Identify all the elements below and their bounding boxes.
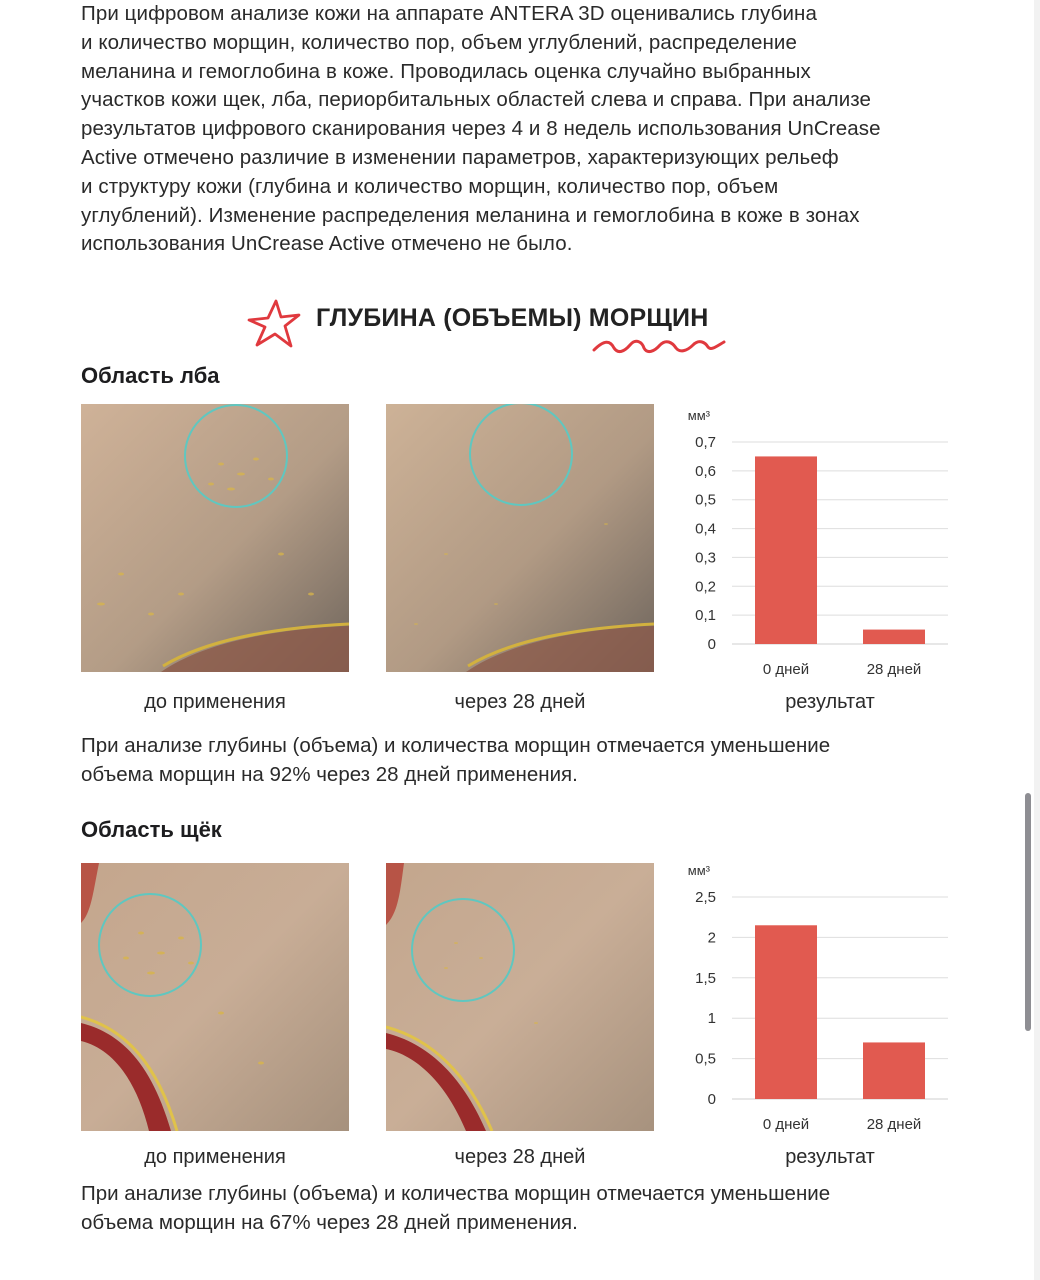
forehead-before-photo bbox=[81, 404, 349, 672]
section-heading bbox=[246, 296, 746, 360]
bar bbox=[863, 1042, 925, 1099]
x-tick-label: 0 дней bbox=[762, 661, 810, 678]
intro-line: При цифровом анализе кожи на аппарате ANTERA 3D оценивались глубина bbox=[81, 2, 817, 25]
y-tick-label: 0,5 bbox=[695, 1050, 716, 1068]
x-tick-label: 28 дней bbox=[866, 1116, 922, 1133]
bar bbox=[755, 925, 817, 1099]
intro-paragraph bbox=[81, 0, 961, 259]
intro-line: участков кожи щек, лба, периорбитальных областей слева и справа. При анализе bbox=[81, 88, 872, 112]
summary-line: объема морщин на 67% через 28 дней применения. bbox=[81, 1210, 578, 1234]
caption-after: через 28 дней bbox=[454, 1146, 586, 1168]
summary-line: При анализе глубины (объема) и количества морщин отмечается уменьшение bbox=[81, 734, 831, 757]
caption-result: результат bbox=[785, 691, 875, 713]
caption-result: результат bbox=[785, 1146, 875, 1168]
y-tick-label: 0,3 bbox=[695, 549, 716, 567]
section-title-forehead: Область лба bbox=[81, 363, 220, 388]
y-unit-label: мм³ bbox=[687, 408, 710, 423]
intro-line: и количество морщин, количество пор, объем углублений, распределение bbox=[81, 30, 797, 54]
x-tick-label: 0 дней bbox=[762, 1116, 810, 1133]
y-tick-label: 0,2 bbox=[695, 578, 716, 596]
scrollbar-thumb[interactable] bbox=[1025, 793, 1031, 1031]
intro-line: результатов цифрового сканирования через 4 и 8 недель использования UnCrease bbox=[81, 117, 881, 141]
forehead-summary bbox=[81, 732, 961, 789]
y-tick-label: 0,4 bbox=[695, 520, 716, 538]
summary-line: объема морщин на 92% через 28 дней применения. bbox=[81, 762, 578, 786]
y-tick-label: 0 bbox=[707, 636, 716, 653]
caption-after: через 28 дней bbox=[454, 691, 586, 713]
heading-title: ГЛУБИНА (ОБЪЕМЫ) МОРЩИН bbox=[316, 304, 709, 332]
intro-line: Active отмечено различие в изменении параметров, характеризующих рельеф bbox=[81, 145, 839, 169]
y-tick-label: 0 bbox=[707, 1091, 716, 1108]
squiggle-underline-icon bbox=[592, 336, 726, 356]
intro-line: и структуру кожи (глубина и количество морщин, количество пор, объем bbox=[81, 174, 779, 198]
summary-line: При анализе глубины (объема) и количества морщин отмечается уменьшение bbox=[81, 1182, 831, 1205]
y-tick-label: 1 bbox=[707, 1010, 716, 1028]
intro-line: меланина и гемоглобина в коже. Проводилась оценка случайно выбранных bbox=[81, 59, 811, 83]
x-tick-label: 28 дней bbox=[866, 661, 922, 678]
y-tick-label: 0,6 bbox=[695, 462, 716, 480]
intro-line: использования UnCrease Active отмечено не было. bbox=[81, 232, 573, 256]
bar bbox=[863, 630, 925, 644]
y-tick-label: 2 bbox=[707, 929, 716, 947]
cheeks-before-photo bbox=[81, 863, 349, 1131]
forehead-after-photo bbox=[386, 404, 654, 672]
y-tick-label: 0,1 bbox=[695, 607, 716, 625]
y-tick-label: 0,5 bbox=[695, 491, 716, 509]
y-unit-label: мм³ bbox=[687, 863, 710, 878]
y-tick-label: 1,5 bbox=[695, 969, 716, 987]
cheeks-after-photo bbox=[386, 863, 654, 1131]
star-icon bbox=[246, 298, 302, 350]
cheeks-summary bbox=[81, 1180, 961, 1237]
caption-before: до применения bbox=[144, 691, 286, 713]
caption-before: до применения bbox=[144, 1146, 286, 1168]
y-tick-label: 2,5 bbox=[695, 889, 716, 906]
forehead-volume-chart bbox=[676, 400, 956, 690]
cheeks-volume-chart bbox=[676, 855, 956, 1145]
page-edge bbox=[1034, 0, 1040, 1280]
bar bbox=[755, 456, 817, 644]
y-tick-label: 0,7 bbox=[695, 434, 716, 451]
section-title-cheeks: Область щёк bbox=[81, 817, 222, 842]
intro-line: углублений). Изменение распределения меланина и гемоглобина в коже в зонах bbox=[81, 203, 860, 227]
